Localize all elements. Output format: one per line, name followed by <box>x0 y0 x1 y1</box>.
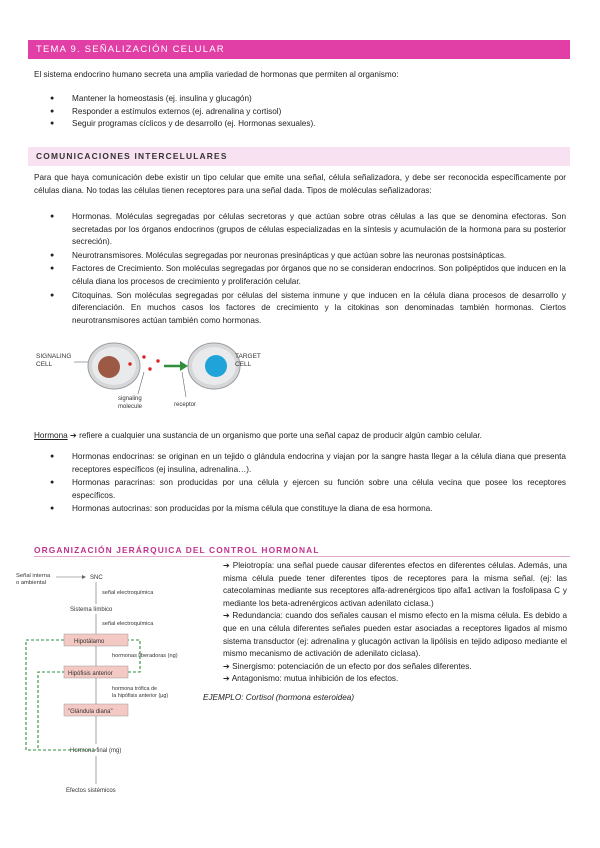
concept-sinergismo: ➔ Sinergismo: potenciación de un efecto por dos señales diferentes. <box>223 661 472 671</box>
hormonal-hierarchy-diagram <box>12 566 212 826</box>
leader-line <box>138 372 144 394</box>
concept-antagonismo: ➔ Antagonismo: mutua inhibición de los efectos. <box>223 674 399 684</box>
hormona-definition <box>34 430 574 443</box>
feedback-loop-long <box>26 640 96 750</box>
molecule-label-1: signaling <box>118 396 142 402</box>
arrow-icon: ➔ <box>223 561 230 570</box>
receptor-label: receptor <box>174 402 197 408</box>
effects-label: Efectos sistémicos <box>66 788 116 794</box>
target-gland-label: "Glándula diana" <box>68 709 113 715</box>
section-heading-organizacion: ORGANIZACIÓN JERÁRQUICA DEL CONTROL HORMONAL <box>34 545 320 555</box>
hypothalamus-label: Hipotálamo <box>74 639 105 645</box>
target-cell-label-1: TARGET <box>235 353 261 360</box>
intro-text: El sistema endocrino humano secreta una amplia variedad de hormonas que permiten al organismo: <box>34 70 399 79</box>
target-cell-label-2: CELL <box>235 361 252 368</box>
example-text: EJEMPLO: Cortisol (hormona esteroidea) <box>203 692 355 702</box>
page-title: TEMA 9. SEÑALIZACIÓN CELULAR <box>28 40 570 59</box>
list-item: ● Hormonas paracrinas: son producidas por una célula y ejercen su función sobre una célula vecina que posee los receptores específicos. <box>50 477 566 502</box>
list-item: ● Mantener la homeostasis (ej. insulina y glucagón) <box>50 93 565 106</box>
section-divider <box>34 556 570 557</box>
signaling-cell-label-2: CELL <box>36 361 53 368</box>
molecule-dot <box>142 355 145 358</box>
trophic-label-2: la hipófisis anterior (µg) <box>112 693 169 699</box>
concept-pleiotropia: ➔ Pleiotropía: una señal puede causar diferentes efectos en diferentes células. Además, una misma célula puede tener diferentes tipos de receptores para la misma señal. (ej: las catecolaminas mediante sus receptores alfa-adrenérgicos tipo alfa1 activan la fosfolipasa C y mediante los beta-adrenérgicos activan adenilato ciclasa.) <box>223 561 567 608</box>
limbic-label: Sistema límbico <box>70 607 113 613</box>
leader-line <box>182 372 186 397</box>
molecule-dot <box>128 362 131 365</box>
arrow-head-icon <box>82 575 86 579</box>
arrow-icon: ➔ <box>69 431 77 440</box>
list-item: ● Citoquinas. Son moléculas segregadas por células del sistema inmune y que inducen en la célula diana procesos de desarrollo y diferenciación. En muchos casos los factores de crecimiento y la citokinas son denominadas también hormonas. Ciertos neurotransmisores actúan también como hormonas. <box>50 290 566 328</box>
arrow-icon: ➔ <box>223 674 230 684</box>
molecule-dot <box>156 359 159 362</box>
molecule-dot <box>148 367 151 370</box>
list-item: ● Hormonas endocrinas: se originan en un tejido o glándula endocrina y viajan por la sangre hasta llegar a la célula diana que presenta receptores específicos (ej insulina, adrenalina…). <box>50 451 566 476</box>
signaling-nucleus <box>98 356 120 378</box>
list-item: ● Hormonas. Moléculas segregadas por células secretoras y que actúan sobre otras células a las que se denomina efectoras. Son secretadas por los órganos endocrinos (grupos de células especializadas en la síntesis y acumulación de la hormona para su posterior secreción). <box>50 211 566 249</box>
section-paragraph: Para que haya comunicación debe existir un tipo celular que emite una señal, célula señalizadora, y debe ser reconocida específicamente por células diana. No todas las células tienen receptores para una señal dada. Tipos de moléculas señalizadoras: <box>34 173 566 195</box>
electro-label-1: señal electroquímica <box>102 590 154 596</box>
trophic-label-1: hormona trófica de <box>112 686 157 692</box>
hormona-term: Hormona <box>34 431 68 440</box>
molecule-label-2: molecule <box>118 404 143 410</box>
list-item: ● Responder a estímulos externos (ej. adrenalina y cortisol) <box>50 106 565 119</box>
concept-redundancia: ➔ Redundancia: cuando dos señales causan el mismo efecto en la misma célula. Es debido a que en una célula diferentes señales pueden estar asociadas a receptores ligados al mismo sistema transductor (ej: adrenalina y glucagón activan la lipólisis en tejido adiposo mediante el mismo mecanismo de activación de adenilato ciclasa). <box>223 611 567 659</box>
releasing-label: hormonas liberadoras (ng) <box>112 653 178 659</box>
input-label-2: o ambiental <box>16 580 46 586</box>
list-item: ● Seguir programas cíclicos y de desarrollo (ej. Hormonas sexuales). <box>50 118 565 131</box>
input-label-1: Señal interna <box>16 573 51 579</box>
list-item: ● Factores de Crecimiento. Son moléculas segregadas por órganos que no se consideran endocrinos. Son polipéptidos que inducen en la célula diana los procesos de crecimiento y proliferación celular. <box>50 263 566 288</box>
arrow-icon: ➔ <box>223 661 230 671</box>
target-nucleus <box>205 355 227 377</box>
pituitary-label: Hipófisis anterior <box>68 671 113 677</box>
list-item: ● Neurotransmisores. Moléculas segregadas por neuronas presinápticas y que actúan sobre las neuronas postsinápticas. <box>50 250 566 263</box>
concepts-column <box>203 560 567 705</box>
section-heading-comunicaciones: COMUNICACIONES INTERCELULARES <box>28 147 570 166</box>
signaling-cell-label-1: SIGNALING <box>36 353 72 360</box>
list-item: ● Hormonas autocrinas: son producidas por la misma célula que constituye la diana de esa hormona. <box>50 503 566 516</box>
final-hormone-label: Hormona final (mg) <box>70 748 122 754</box>
arrow-icon: ➔ <box>223 611 230 621</box>
snc-label: SNC <box>90 575 103 581</box>
hormona-definition-text: refiere a cualquier una sustancia de un organismo que porte una señal capaz de producir algún cambio celular. <box>76 431 482 440</box>
receptor-icon <box>180 361 188 371</box>
signaling-figure <box>34 342 294 414</box>
electro-label-2: señal electroquímica <box>102 621 154 627</box>
